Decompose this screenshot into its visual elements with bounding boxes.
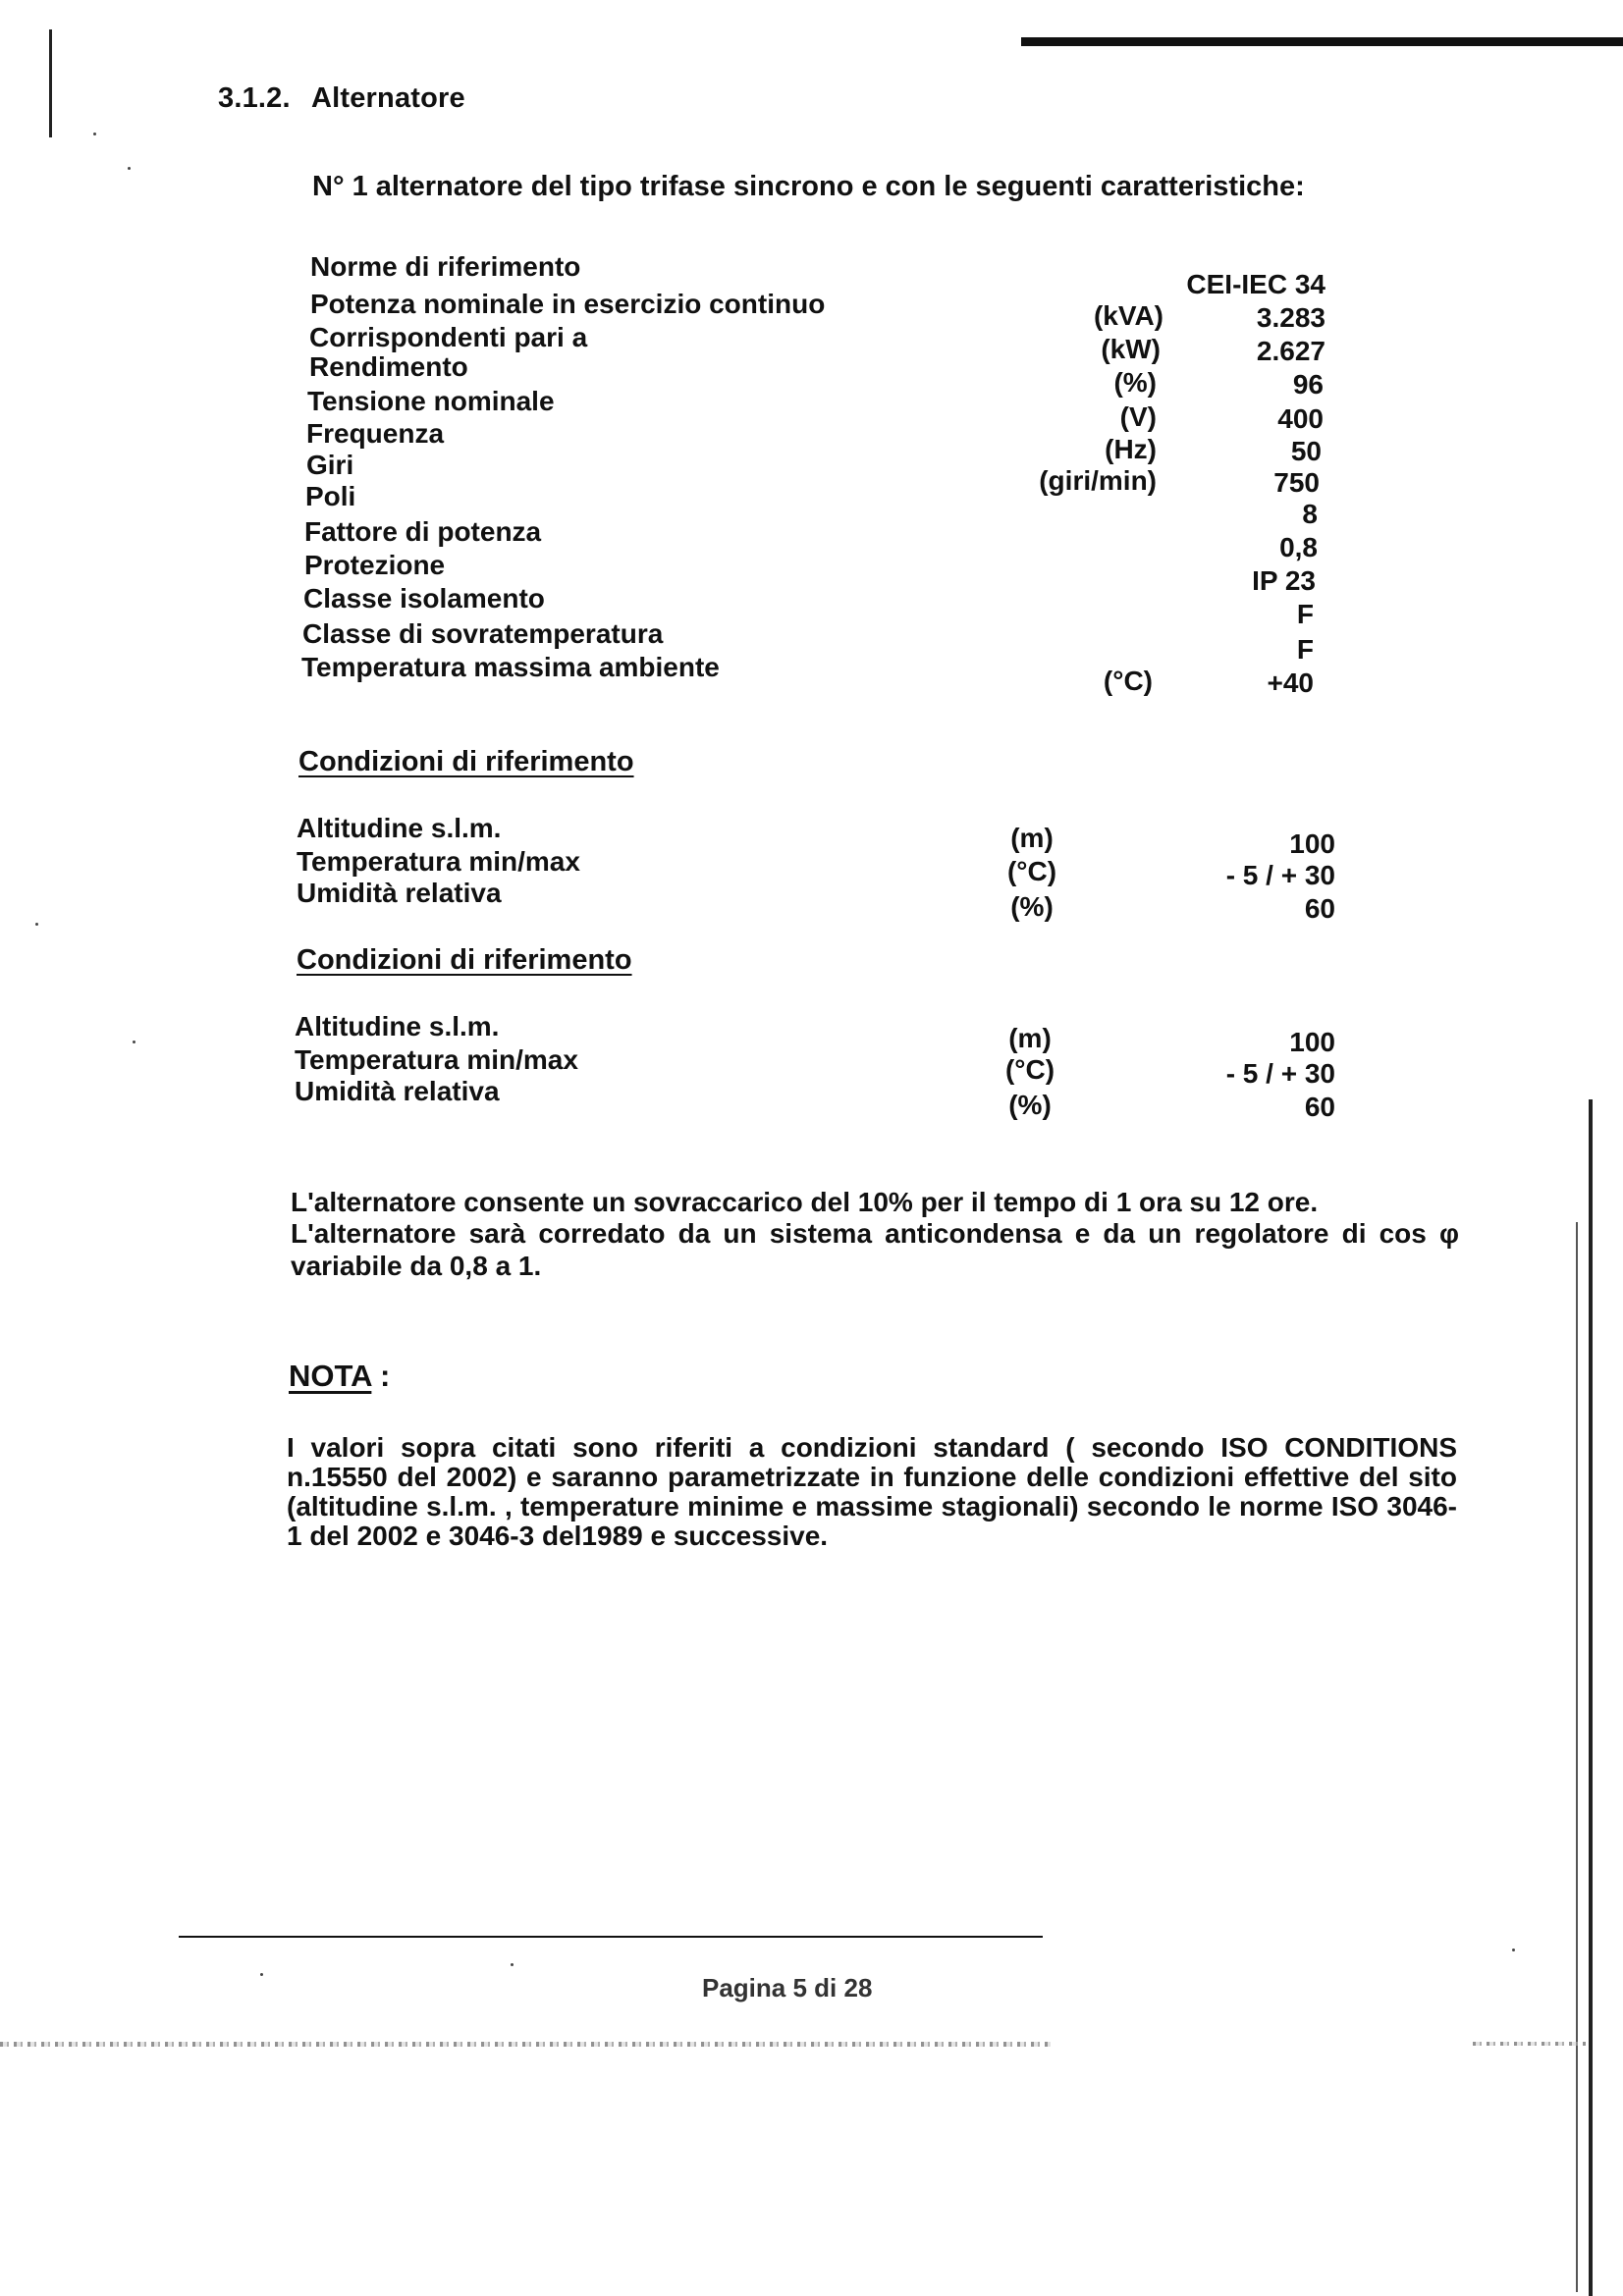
spec-unit: (Hz) — [1105, 434, 1157, 464]
nota-paragraph: I valori sopra citati sono riferiti a condizioni standard ( secondo ISO CONDITIONS n.15550 del 2002) e saranno parametrizzate in funzione delle condizioni effettive del sito (altitudine s.l.m. , temperature minime e massime stagionali) secondo le norme ISO 3046-1 del 2002 e 3046-3 del1989 e successive. — [287, 1432, 1457, 1551]
intro-text: N° 1 alternatore del tipo trifase sincrono e con le seguenti caratteristiche: — [312, 171, 1305, 202]
condition-value: 60 — [1304, 893, 1335, 924]
scan-speck — [511, 1963, 514, 1966]
condition-label: Altitudine s.l.m. — [295, 1011, 500, 1041]
spec-row — [0, 516, 1623, 562]
spec-unit: (°C) — [1103, 666, 1153, 696]
condition-row — [0, 878, 1623, 924]
scan-speck — [93, 133, 96, 135]
spec-row — [0, 481, 1623, 529]
condition-unit: (%) — [1010, 891, 1054, 922]
section-number: 3.1.2. — [218, 82, 291, 114]
spec-unit: (kVA) — [1093, 300, 1163, 331]
condition-row — [0, 1011, 1623, 1057]
spec-label: Frequenza — [306, 418, 445, 449]
scan-edge-right-frame — [1576, 1222, 1607, 2292]
condition-unit: (%) — [1008, 1090, 1052, 1120]
spec-label: Fattore di potenza — [304, 516, 542, 547]
scan-noise-strip — [0, 2042, 1051, 2047]
condition-label: Umidità relativa — [295, 1076, 500, 1106]
spec-label: Temperatura massima ambiente — [301, 652, 720, 682]
spec-value: 8 — [1302, 499, 1318, 529]
spec-value: 96 — [1292, 369, 1324, 400]
condition-unit: (°C) — [1004, 1054, 1055, 1085]
spec-row — [0, 618, 1623, 665]
spec-label: Corrispondenti pari a — [309, 322, 588, 352]
spec-label: Giri — [306, 450, 354, 480]
condition-value: 100 — [1289, 828, 1335, 859]
condition-value: - 5 / + 30 — [1225, 860, 1335, 890]
condition-row — [0, 1076, 1623, 1122]
spec-label: Poli — [305, 481, 356, 511]
spec-unit: (kW) — [1101, 334, 1161, 364]
conditions-heading: Condizioni di riferimento — [298, 746, 634, 777]
spec-row — [0, 322, 1623, 366]
spec-unit: (%) — [1113, 367, 1157, 398]
condition-value: - 5 / + 30 — [1225, 1058, 1335, 1089]
spec-label: Rendimento — [309, 351, 468, 382]
spec-unit: (V) — [1119, 401, 1157, 432]
spec-label: Protezione — [304, 550, 446, 580]
scan-noise-strip-right — [1473, 2042, 1586, 2046]
overload-paragraph: L'alternatore consente un sovraccarico del 10% per il tempo di 1 ora su 12 ore. — [291, 1187, 1319, 1217]
scan-speck — [128, 167, 131, 170]
nota-heading — [289, 1359, 390, 1394]
condition-unit: (m) — [1010, 823, 1054, 853]
spec-label: Classe di sovratemperatura — [302, 618, 664, 649]
regulator-paragraph: L'alternatore sarà corredato da un sistema anticondensa e da un regolatore di cos φ variabile da 0,8 a 1. — [291, 1218, 1459, 1281]
scan-speck — [260, 1973, 263, 1976]
spec-label: Potenza nominale in esercizio continuo — [310, 289, 826, 319]
nota-label: NOTA — [289, 1359, 372, 1393]
spec-value: F — [1296, 634, 1314, 665]
footer-rule — [179, 1936, 1043, 1938]
condition-value: 100 — [1289, 1027, 1335, 1057]
spec-value: F — [1296, 599, 1314, 629]
spec-value: 750 — [1273, 467, 1320, 498]
spec-row — [0, 652, 1623, 698]
scan-edge-top — [1021, 37, 1623, 46]
condition-row — [0, 813, 1623, 859]
condition-row — [0, 1044, 1623, 1089]
condition-unit: (°C) — [1006, 856, 1057, 886]
scan-speck — [35, 923, 38, 926]
spec-value: +40 — [1267, 667, 1314, 698]
spec-value: 0,8 — [1279, 532, 1318, 562]
spec-row — [0, 583, 1623, 629]
spec-label: Classe isolamento — [303, 583, 545, 614]
condition-label: Umidità relativa — [297, 878, 502, 908]
page-number: Pagina 5 di 28 — [702, 1973, 873, 2002]
scan-speck — [1512, 1949, 1515, 1951]
spec-value: 400 — [1277, 403, 1324, 434]
spec-unit: (giri/min) — [1039, 465, 1157, 496]
section-title — [218, 82, 465, 115]
spec-row — [0, 550, 1623, 596]
spec-value: 3.283 — [1256, 302, 1325, 333]
condition-label: Temperatura min/max — [297, 846, 580, 877]
nota-colon: : — [371, 1359, 391, 1393]
spec-value: 2.627 — [1256, 336, 1325, 366]
spec-value: CEI-IEC 34 — [1186, 269, 1325, 299]
condition-row — [0, 846, 1623, 890]
spec-row — [0, 289, 1623, 333]
spec-value: 50 — [1290, 436, 1322, 466]
spec-row — [0, 251, 1623, 299]
condition-unit: (m) — [1008, 1023, 1052, 1053]
condition-value: 60 — [1304, 1092, 1335, 1122]
condition-label: Altitudine s.l.m. — [297, 813, 502, 843]
section-title-text: Alternatore — [310, 82, 465, 114]
spec-value: IP 23 — [1252, 565, 1316, 596]
spec-row — [0, 351, 1623, 400]
spec-label: Norme di riferimento — [310, 251, 581, 282]
scan-edge-left — [49, 29, 52, 137]
conditions-heading: Condizioni di riferimento — [297, 944, 632, 976]
spec-label: Tensione nominale — [307, 386, 555, 416]
condition-label: Temperatura min/max — [295, 1044, 578, 1075]
